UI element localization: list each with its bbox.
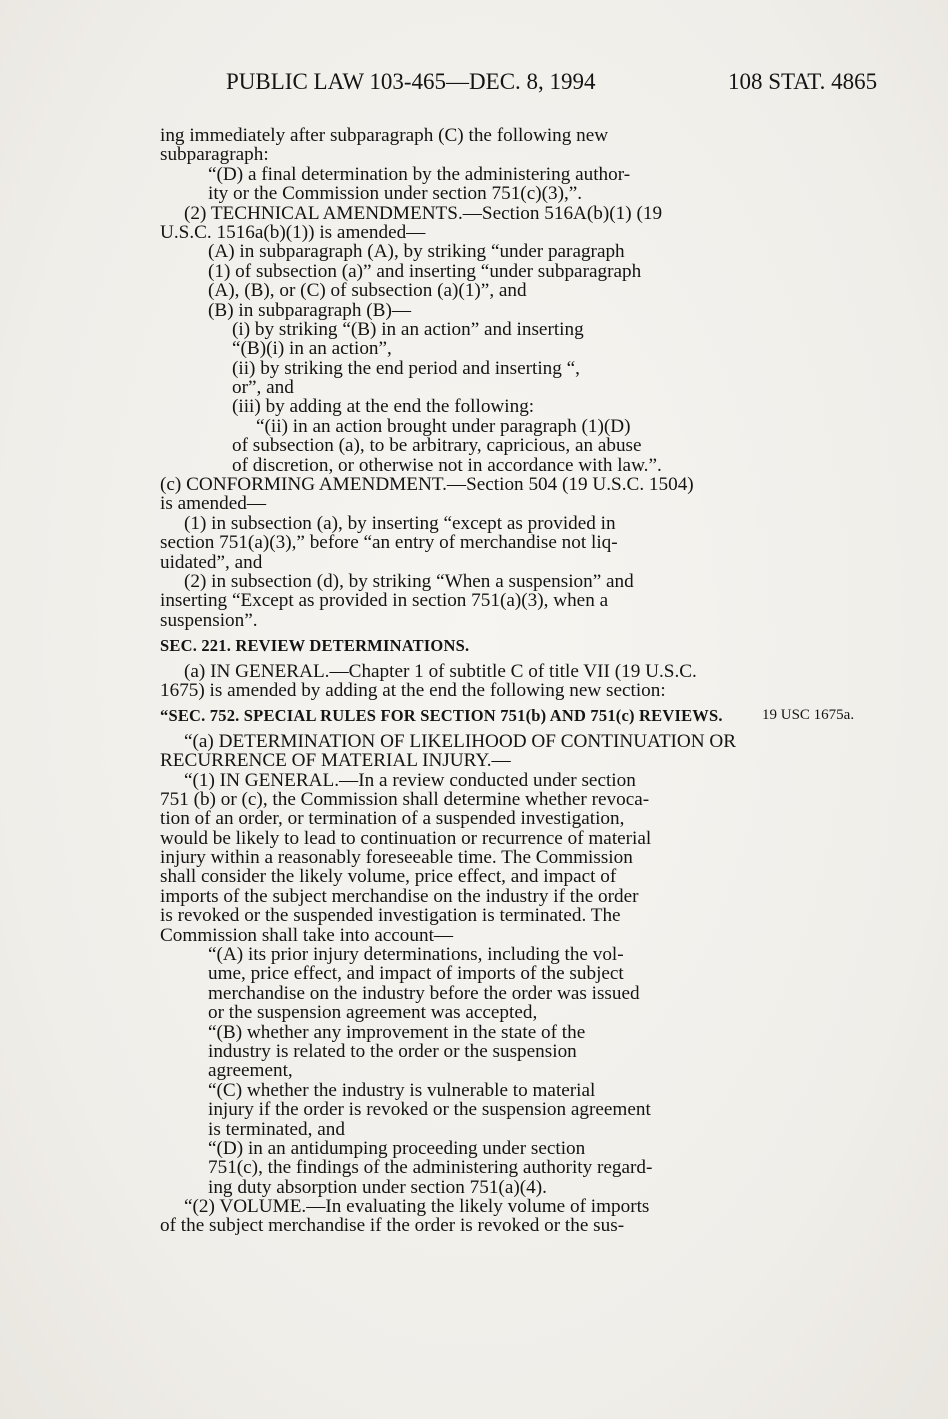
text-line: inserting “Except as provided in section 751(a)(3), when a [160,590,609,612]
text-line: 1675) is amended by adding at the end the following new section: [160,679,666,701]
text-line: (c) CONFORMING AMENDMENT.—Section 504 (19 U.S.C. 1504) [160,474,694,496]
text-line: (2) TECHNICAL AMENDMENTS.—Section 516A(b)(1) (19 [184,202,663,224]
text-line: ity or the Commission under section 751(c)(3),”. [208,183,583,205]
text-line: injury within a reasonably foreseeable time. The Commission [160,847,633,869]
text-line: “(D) a final determination by the administering author- [208,163,631,185]
text-line: is amended— [160,493,267,515]
text-line: (i) by striking “(B) in an action” and inserting [232,318,584,340]
text-line: (A), (B), or (C) of subsection (a)(1)”, and [208,280,527,302]
text-line: ing duty absorption under section 751(a)(4). [208,1176,547,1198]
text-line: U.S.C. 1516a(b)(1)) is amended— [160,221,426,243]
text-line: ing immediately after subparagraph (C) the following new [160,125,609,146]
text-line: Commission shall take into account— [160,924,454,946]
text-line: would be likely to lead to continuation or recurrence of material [160,827,652,849]
section-heading: SEC. 221. REVIEW DETERMINATIONS. [160,636,470,656]
margin-citation: 19 USC 1675a. [762,707,855,723]
text-line: subparagraph: [160,144,269,166]
text-line: section 751(a)(3),” before “an entry of merchandise not liq- [160,532,618,554]
statute-page-number: 108 STAT. 4865 [728,69,878,94]
text-line: “(C) whether the industry is vulnerable to material [208,1079,596,1101]
section-heading: “SEC. 752. SPECIAL RULES FOR SECTION 751(b) AND 751(c) REVIEWS. [160,706,723,726]
text-line: ume, price effect, and impact of imports of the subject [208,963,624,985]
text-line: merchandise on the industry before the order was issued [208,982,640,1004]
text-line: (ii) by striking the end period and inserting “, [232,357,580,379]
text-line: “(B) whether any improvement in the state of the [208,1021,586,1043]
text-line: is revoked or the suspended investigation is terminated. The [160,905,621,927]
text-line: (1) in subsection (a), by inserting “except as provided in [184,512,616,534]
text-line: (2) in subsection (d), by striking “When a suspension” and [184,570,634,592]
text-line: (A) in subparagraph (A), by striking “under paragraph [208,241,625,263]
text-line: agreement, [208,1060,293,1082]
text-line: “(ii) in an action brought under paragraph (1)(D) [256,415,631,437]
text-line: imports of the subject merchandise on the industry if the order [160,885,639,907]
public-law-title: PUBLIC LAW 103-465—DEC. 8, 1994 [226,69,596,94]
text-line: “(B)(i) in an action”, [232,338,392,360]
page-header [0,66,948,98]
text-line: tion of an order, or termination of a suspended investigation, [160,808,625,830]
text-line: 751(c), the findings of the administering authority regard- [208,1157,653,1179]
text-line: RECURRENCE OF MATERIAL INJURY.— [160,750,511,772]
text-line: (a) IN GENERAL.—Chapter 1 of subtitle C of title VII (19 U.S.C. [184,660,697,682]
text-line: “(2) VOLUME.—In evaluating the likely volume of imports [184,1196,650,1218]
text-line: of subsection (a), to be arbitrary, capricious, an abuse [232,435,642,457]
statute-body-text [160,126,746,1236]
text-line: industry is related to the order or the suspension [208,1040,577,1062]
text-line: of the subject merchandise if the order is revoked or the sus- [160,1215,625,1237]
text-line: 751 (b) or (c), the Commission shall determine whether revoca- [160,788,650,810]
text-line: of discretion, or otherwise not in accordance with law.”. [232,454,662,476]
text-line: shall consider the likely volume, price effect, and impact of [160,866,617,888]
text-line: or”, and [232,377,294,399]
text-line: uidated”, and [160,551,263,573]
text-line: injury if the order is revoked or the suspension agreement [208,1099,651,1121]
text-line: “(D) in an antidumping proceeding under section [208,1137,586,1159]
text-line: (iii) by adding at the end the following: [232,396,535,418]
text-line: or the suspension agreement was accepted, [208,1002,538,1024]
text-line: “(a) DETERMINATION OF LIKELIHOOD OF CONTINUATION OR [184,730,737,752]
text-line: is terminated, and [208,1118,345,1140]
text-line: “(A) its prior injury determinations, including the vol- [208,944,624,966]
text-line: (1) of subsection (a)” and inserting “under subparagraph [208,260,642,282]
text-line: suspension”. [160,609,258,631]
text-line: (B) in subparagraph (B)— [208,299,412,321]
text-line: “(1) IN GENERAL.—In a review conducted under section [184,769,636,791]
